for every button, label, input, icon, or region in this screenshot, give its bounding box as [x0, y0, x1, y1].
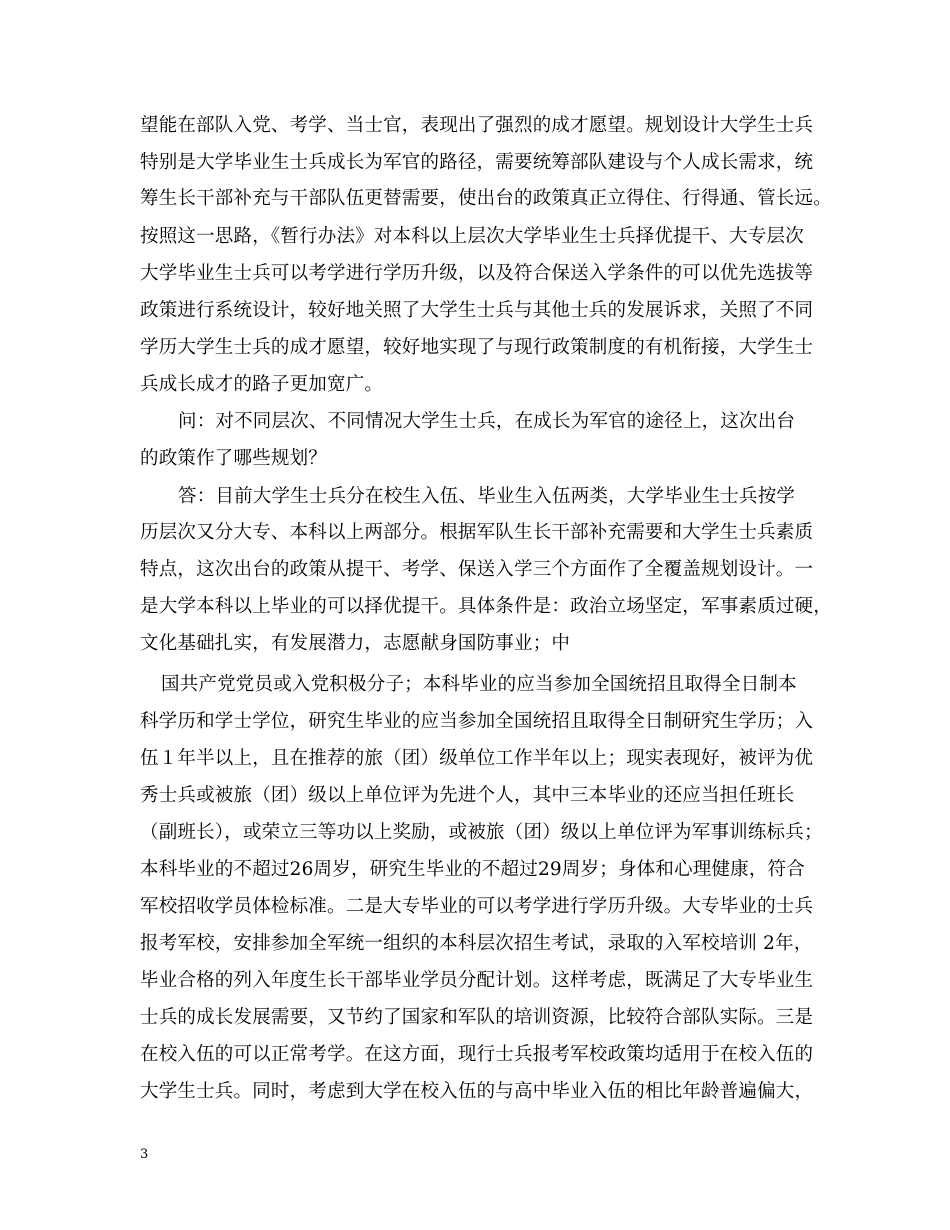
text-line: 国共产党党员或入党积极分子；本科毕业的应当参加全国统招且取得全日制本	[161, 674, 797, 695]
text-line: （副班长），或荣立三等功以上奖励，或被旅（团）级以上单位评为军事训练标兵；	[140, 822, 823, 843]
text-line: 是大学本科以上毕业的可以择优提干。具体条件是：政治立场坚定，军事素质过硬，	[140, 596, 832, 617]
text-line: 文化基础扎实，有发展潜力，志愿献身国防事业；中	[140, 633, 571, 654]
text-line: 兵成长成才的路子更加宽广。	[140, 374, 384, 395]
text-line: 伍１年半以上，且在推荐的旅（团）级单位工作半年以上；现实表现好，被评为优	[140, 748, 814, 769]
text-line: 军校招收学员体检标准。二是大专毕业的可以考学进行学历升级。大专毕业的士兵	[140, 896, 814, 917]
text-line: 特点，这次出台的政策从提干、考学、保送入学三个方面作了全覆盖规划设计。一	[140, 559, 814, 580]
text-line: 科学历和学士学位，研究生毕业的应当参加全国统招且取得全日制研究生学历；入	[140, 711, 814, 732]
text-line: 历层次又分大专、本科以上两部分。根据军队生长干部补充需要和大学生士兵素质	[140, 522, 814, 543]
text-line: 学历大学生士兵的成才愿望，较好地实现了与现行政策制度的有机衔接，大学生士	[140, 337, 814, 358]
text-line: 本科毕业的不超过26周岁，研究生毕业的不超过29周岁；身体和心理健康，符合	[140, 859, 805, 880]
question-line: 问：对不同层次、不同情况大学生士兵，在成长为军官的途径上，这次出台	[178, 411, 796, 432]
text-line: 筹生长干部补充与干部队伍更替需要，使出台的政策真正立得住、行得通、管长远。	[140, 188, 832, 209]
text-line: 望能在部队入党、考学、当士官，表现出了强烈的成才愿望。规划设计大学生士兵	[140, 115, 814, 136]
text-line: 在校入伍的可以正常考学。在这方面，现行士兵报考军校政策均适用于在校入伍的	[140, 1044, 814, 1065]
text-line: 特别是大学毕业生士兵成长为军官的路径，需要统筹部队建设与个人成长需求，统	[140, 152, 814, 173]
text-line: 按照这一思路，《暂行办法》对本科以上层次大学毕业生士兵择优提干、大专层次	[140, 226, 804, 247]
text-line: 大学生士兵。同时，考虑到大学在校入伍的与高中毕业入伍的相比年龄普遍偏大，	[140, 1081, 814, 1102]
text-line: 大学毕业生士兵可以考学进行学历升级，以及符合保送入学条件的可以优先选拔等	[140, 263, 814, 284]
text-line: 毕业合格的列入年度生长干部毕业学员分配计划。这样考虑，既满足了大专毕业生	[140, 970, 814, 991]
text-line: 士兵的成长发展需要，又节约了国家和军队的培训资源，比较符合部队实际。三是	[140, 1007, 814, 1028]
answer-line: 答：目前大学生士兵分在校生入伍、毕业生入伍两类，大学毕业生士兵按学	[178, 486, 796, 507]
text-line: 秀士兵或被旅（团）级以上单位评为先进个人，其中三本毕业的还应当担任班长	[140, 785, 795, 806]
text-line: 政策进行系统设计，较好地关照了大学生士兵与其他士兵的发展诉求，关照了不同	[140, 300, 814, 321]
question-line: 的政策作了哪些规划？	[140, 448, 328, 469]
page-number: 3	[140, 1147, 149, 1162]
text-line: 报考军校，安排参加全军统一组织的本科层次招生考试，录取的入军校培训 2年，	[140, 933, 813, 954]
